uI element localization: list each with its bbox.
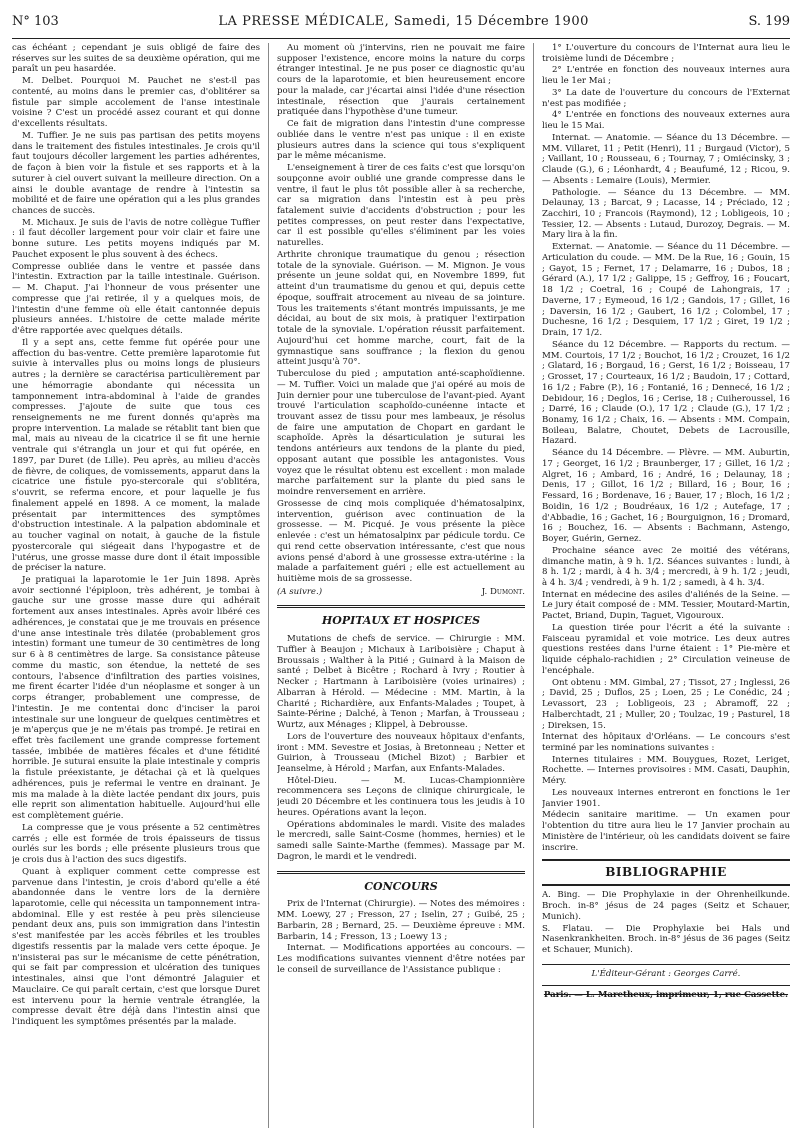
paragraph: Prochaine séance avec 2e moitié des vétérans, dimanche matin, à 9 h. 1/2. Séances suivantes : lundi, à 8 h. 1/2 ; mardi, à 4 h. 3/4 ; mercredi, à 9 h. 1/2 ; jeudi, à 4 h. 3/4 ; vendredi, à 9 h. 1/2 ; samedi, à 4 h. 3/4. (541, 545, 790, 588)
paragraph: Internat en médecine des asiles d'aliénés de la Seine. — Le jury était composé de : MM. Tessier, Moutard-Martin, Pactet, Briand, Dupin, Taguet, Vigouroux. (541, 589, 790, 622)
editor-text: L'Éditeur-Gérant : Georges Carré. (591, 968, 741, 979)
paragraph: Ce fait de migration dans l'intestin d'une compresse oubliée dans le ventre n'est pas unique : il en existe plusieurs autres dans la science qui tous s'expliquent par le même mécanisme. (276, 119, 525, 162)
paragraph: Quant à expliquer comment cette compresse est parvenue dans l'intestin, je crois d'abord qu'elle a été abandonnée dans le ventre lors de la dernière laparotomie, celle qui nécessita un tamponnement intra-abdominal. Elle y est restée à peu près silencieuse pendant deux ans, puis son immigration dans l'intestin s'est manifestée par les accès fébriles et les troubles digestifs ressentis par la malade vers cette époque. Je n'insisterai pas sur le mécanisme de cette pénétration, qui se fait par compression et ulcération des tuniques intestinales, ainsi que l'ont démontré Jalaguier et Mauclaire. Ce qui paraît certain, c'est que lorsque Duret est intervenu pour la hernie ventrale étranglée, la compresse devait être déjà dans l'intestin ainsi que l'indiquent les symptômes présentés par la malade. (12, 866, 261, 1028)
paragraph: Il y a sept ans, cette femme fut opérée pour une affection du bas-ventre. Cette première laparotomie fut suivie à intervalles plus ou moins longs de plusieurs autres ; la dernière se caractérisa particulièrement par une hémorragie abondante qui nécessita un tamponnement intra-abdominal à l'aide de grandes compresses. J'ajoute de suite que tous ces renseignements ne me furent donnés qu'après ma propre intervention. La malade se rétablit tant bien que mal, mais au niveau de la cicatrice il se fit une hernie ventrale qui s'étrangla un jour et qui fut opérée, en 1897, par Duret (de Lille). Peu après, au milieu d'accès de fièvre, de coliques, de vomissements, apparut dans la cicatrice une fistule pyo-stercorale qui s'oblitéra, s'ouvrit, se referma encore, et pour laquelle je fus finalement appelé en 1898. A ce moment, la malade présentait par intermittences des symptômes d'obstruction intestinale. A la palpation abdominale et au toucher vaginal on notait, à gauche de la fistule pyostercorale qui siégeait dans l'hypogastre et de l'utérus, une grosse masse dure dont il était impossible de préciser la nature. (12, 337, 261, 574)
header-rule (12, 38, 790, 39)
paragraph: Internat des hôpitaux d'Orléans. — Le concours s'est terminé par les nominations suivantes : (541, 732, 790, 753)
paragraph: A. Bing. — Die Prophylaxie in der Ohrenheilkunde. Broch. in-8° jésus de 24 pages (Seitz et Schauer, Munich). (541, 890, 790, 922)
column-1 (12, 43, 260, 1128)
masthead (218, 14, 588, 29)
paragraph: La compresse que je vous présente a 52 centimètres carrés ; elle est formée de trois épaisseurs de tissus ourlés sur les bords ; elle présente plusieurs trous que je crois dus à l'action des sucs digestifs. (12, 822, 261, 866)
paragraph: Arthrite chronique traumatique du genou ; résection totale de la synoviale. Guérison. — M. Mignon. Je vous présente un jeune soldat qui, en Novembre 1899, fut atteint d'un traumatisme du genou et qui, depuis cette époque, souffrait atrocement au niveau de sa jointure. Tous les traitements s'étant montrés impuissants, je me décidai, au bout de six mois, à pratiquer l'extirpation totale de la synoviale. L'opération réussit parfaitement. Aujourd'hui cet homme marche, court, fait de la gymnastique sans souffrance ; la flexion du genou atteint jusqu'à 70°. (276, 249, 525, 368)
hopitaux-section (277, 634, 525, 862)
concours-continued (542, 43, 790, 853)
paragraph: S. Flatau. — Die Prophylaxie bei Hals und Nasenkrankheiten. Broch. in-8° jésus de 36 pages (Seitz et Schauer, Munich). (541, 923, 790, 956)
page-number: S. 199 (748, 14, 790, 29)
paragraph: Externat. — Anatomie. — Séance du 11 Décembre. — Articulation du coude. — MM. De la Rue, 16 ; Gouin, 15 ; Gayot, 15 ; Fernet, 17 ; Delamarre, 16 ; Dubos, 18 ; Gérard (A.), 17 1/2 ; Galippe, 15 ; Geffroy, 16 ; Foucart, 18 1/2 ; Coetral, 16 ; Coupé de Lahongrais, 17 ; Daverne, 17 ; Eymeoud, 16 1/2 ; Gandois, 17 ; Gillet, 16 ; Daversin, 16 1/2 ; Gaubert, 16 1/2 ; Colombel, 17 ; Duchesne, 16 1/2 ; Desquiem, 17 1/2 ; Giret, 19 1/2 ; Drain, 17 1/2. (541, 242, 790, 339)
column-2 (277, 43, 525, 1128)
paragraph: Séance du 12 Décembre. — Rapports du rectum. — MM. Courtois, 17 1/2 ; Bouchot, 16 1/2 ; Crouzet, 16 1/2 ; Glatard, 16 ; Borgaud, 16 ; Gerst, 16 1/2 ; Boisseau, 17 ; Grosset, 17 ; Courteaux, 16 1/2 ; Baudoin, 17 ; Cottard, 16 1/2 ; Fabre (P.), 16 ; Fontanié, 16 ; Dennecé, 16 1/2 ; Debidour, 16 ; Deglos, 16 ; Cerise, 18 ; Cuiheroussel, 16 ; Darré, 16 ; Claude (O.), 17 1/2 ; Claude (G.), 17 1/2 ; Bonamy, 16 1/2 ; Chaix, 16. — Absents : MM. Compain, Boileau, Balatre, Choutet, Debets de Lacrousille, Hazard. (541, 339, 790, 447)
section-heading-bibliographie: BIBLIOGRAPHIE (542, 859, 790, 886)
article-signature (277, 587, 525, 598)
issue-date: Samedi, 15 Décembre 1900 (393, 14, 589, 29)
paragraph: 4° L'entrée en fonctions des nouveaux externes aura lieu le 15 Mai. (541, 110, 790, 132)
paragraph: Médecin sanitaire maritime. — Un examen pour l'obtention du titre aura lieu le 17 Janvier prochain au Ministère de l'intérieur, où les candidats doivent se faire inscrire. (541, 810, 790, 853)
column-divider (533, 43, 534, 1128)
columns (12, 43, 790, 1128)
paragraph: Mutations de chefs de service. — Chirurgie : MM. Tuffier à Beaujon ; Michaux à Lariboisière ; Chaput à Broussais ; Walther à la Pitié ; Guinard à la Maison de santé ; Delbet à Bicêtre ; Rochard à Ivry ; Routier à Necker ; Hartmann à Lariboisière (voies urinaires) ; Albarran à Hérold. — Médecine : MM. Martin, à la Charité ; Richardière, aux Enfants-Malades ; Toupet, à Sainte-Périne ; Dalché, à Tenon ; Marfan, à Trousseau ; Wurtz, aux Ménages ; Klippel, à Debrousse. (276, 634, 525, 731)
paragraph: Séance du 14 Décembre. — Plèvre. — MM. Auburtin, 17 ; Georget, 16 1/2 ; Braunberger, 17 ; Gillet, 16 1/2 ; Algret, 16 ; Ambard, 16 ; André, 16 ; Delaunay, 18 ; Denis, 17 ; Gillot, 16 1/2 ; Billard, 16 ; Bour, 16 ; Fessard, 16 ; Bordenave, 16 ; Bauer, 17 ; Bloch, 16 1/2 ; Boidin, 16 1/2 ; Boudréaux, 16 1/2 ; Autefage, 17 ; d'Abbadie, 16 ; Gachet, 16 ; Bourguignon, 16 ; Dromard, 16 ; Bouchez, 16. — Absents : Bachmann, Astengo, Boyer, Guérin, Gernez. (541, 448, 790, 545)
journal-name: LA PRESSE MÉDICALE, (218, 14, 390, 29)
section-heading-hopitaux: HOPITAUX ET HOSPICES (277, 605, 525, 628)
printer-line: Paris. — L. Maretheux, imprimeur, 1, rue Cassette. (542, 985, 790, 1001)
column-divider (268, 43, 269, 1128)
paragraph: Ont obtenu : MM. Gimbal, 27 ; Tissot, 27 ; Inglessi, 26 ; David, 25 ; Duflos, 25 ; Loen, 25 ; Le Conédic, 24 ; Levassort, 23 ; Lobligeois, 23 ; Abramoff, 22 ; Halberchtadt, 21 ; Muller, 20 ; Toulzac, 19 ; Pasturel, 18 ; Direksen, 15. (541, 677, 790, 731)
paragraph: 1° L'ouverture du concours de l'Internat aura lieu le troisième lundi de Décembre ; (541, 43, 790, 64)
paragraph: cas échéant ; cependant je suis obligé de faire des réserves sur les suites de sa deuxième opération, qui me paraît un peu hasardée. (12, 43, 261, 75)
paragraph: Au moment où j'intervins, rien ne pouvait me faire supposer l'existence, encore moins la nature du corps étranger intestinal. Je ne pus poser ce diagnostic qu'au cours de la laparotomie, et bien heureusement encore pour la malade, car j'écartai ainsi l'idée d'une résection intestinale, résection que j'aurais certainement pratiquée dans l'hypothèse d'une tumeur. (276, 43, 525, 118)
page-header (12, 14, 790, 36)
society-report-continued (277, 43, 525, 585)
concours-section (277, 899, 525, 975)
paragraph: Hôtel-Dieu. — M. Lucas-Championnière recommencera ses Leçons de clinique chirurgicale, le jeudi 20 Décembre et les continuera tous les jeudis à 10 heures. Opérations avant la leçon. (276, 775, 525, 818)
paragraph: Lors de l'ouverture des nouveaux hôpitaux d'enfants, iront : MM. Sevestre et Josias, à Bretonneau ; Netter et Guirion, à Trousseau (Michel Bizot) ; Barbier et Jeanselme, à Hérold ; Marfan, aux Enfants-Malades. (276, 731, 525, 775)
paragraph: L'enseignement à tirer de ces faits c'est que lorsqu'on soupçonne avoir oublié une grande compresse dans le ventre, il faut le plus tôt possible aller à sa recherche, car sa migration dans l'intestin est à peu près fatalement suivie d'accidents d'obstruction ; pour les petites compresses, on peut rester dans l'expectative, car il est possible qu'elles s'éliminent par les voies naturelles. (276, 163, 525, 249)
column-3 (542, 43, 790, 1128)
paragraph: Internat. — Modifications apportées au concours. — Les modifications suivantes viennent d'être notées par le conseil de surveillance de l'Assistance publique : (276, 943, 525, 975)
paragraph: 3° La date de l'ouverture du concours de l'Externat n'est pas modifiée ; (541, 87, 790, 109)
paragraph: Opérations abdominales le mardi. Visite des malades le mercredi, salle Saint-Cosme (hommes, hernies) et le samedi salle Sainte-Marthe (femmes). Massage par M. Dagron, le mardi et le vendredi. (276, 819, 525, 862)
paragraph: Pathologie. — Séance du 13 Décembre. — MM. Delaunay, 13 ; Barcat, 9 ; Lacasse, 14 ; Préciado, 12 ; Zacchiri, 10 ; Francois (Raymond), 12 ; Lobligeois, 10 ; Tessier, 12. — Absents : Lutaud, Durozoy, Degrais. — M. Mary lira à la fin. (541, 187, 790, 241)
paragraph: Les nouveaux internes entreront en fonctions le 1er Janvier 1901. (541, 787, 790, 809)
author-name: J. Dumont. (481, 586, 525, 597)
paragraph: Internes titulaires : MM. Bouygues, Rozet, Leriget, Rochette. — Internes provisoires : MM. Casati, Dauphin, Méry. (541, 754, 790, 787)
paragraph: Je pratiquai la laparotomie le 1er Juin 1898. Après avoir sectionné l'épiploon, très adhérent, je tombai à gauche sur une grosse masse dure qui adhérait fortement aux anses intestinales. Après avoir libéré ces adhérences, je constatai que je me trouvais en présence d'une anse intestinale très dilatée (probablement gros intestin) formant une tumeur de 30 centimètres de long sur 6 à 8 centimètres de large. Sa consistance pâteuse comme du mastic, son étendue, la netteté de ses contours, l'absence d'infiltration des parties voisines, me firent écarter l'idée d'un néoplasme et songer à un corps étranger, probablement une compresse, de l'intestin. Je me contentai donc d'inciser la paroi intestinale sur une longueur de quelques centimètres et je m'aperçus que je ne m'étais pas trompé. Je retirai en effet très facilement une grande compresse fortement tassée, imbibée de matières fécales et d'une fétidité horrible. Je suturai ensuite la plaie intestinale y compris la fistule préexistante, je détachai çà et là quelques adhérences, puis je refermai le ventre en drainant. Je mis ma malade à la diète lactée pendant dix jours, puis elle reprit son alimentation habituelle. Aujourd'hui elle est complètement guérie. (12, 574, 261, 822)
paragraph: La question tirée pour l'écrit a été la suivante : Faisceau pyramidal et voie motrice. Les deux autres questions restées dans l'urne étaient : 1° Pie-mère et liquide céphalo-rachidien ; 2° Circulation veineuse de l'encéphale. (541, 622, 790, 676)
paragraph: M. Delbet. Pourquoi M. Pauchet ne s'est-il pas contenté, au moins dans le premier cas, d'oblitérer sa fistule par simple accolement de l'anse intestinale voisine ? C'est un procédé assez courant et qui donne d'excellents résultats. (12, 76, 261, 130)
issue-number: N° 103 (12, 14, 59, 29)
paragraph: Prix de l'Internat (Chirurgie). — Notes des mémoires : MM. Loewy, 27 ; Fresson, 27 ; Iselin, 27 ; Guibé, 25 ; Barbarin, 28 ; Bernard, 25. — Deuxième épreuve : MM. Barbarin, 14 ; Fresson, 13 ; Loewy 13 ; (276, 899, 525, 942)
paragraph: M. Tuffier. Je ne suis pas partisan des petits moyens dans le traitement des fistules intestinales. Je crois qu'il faut toujours décoller largement les parties adhérentes, de façon à bien voir la fistule et ses rapports et à la suturer à ciel ouvert suivant la meilleure direction. On a ainsi le double avantage de rendre à l'intestin sa mobilité et de faire une opération qui a les plus grandes chances de succès. (12, 130, 261, 217)
to-be-continued: (A suivre.) (276, 586, 323, 597)
paragraph: Internat. — Anatomie. — Séance du 13 Décembre. — MM. Villaret, 11 ; Petit (Henri), 11 ; Burgaud (Victor), 5 ; Vaillant, 10 ; Rousseau, 6 ; Tournay, 7 ; Omiécinsky, 3 ; Claude (G.), 6 ; Léonhardt, 4 ; Beaufumé, 12 ; Ricou, 9. — Absents : Lemaire (Louis), Mermier. (541, 132, 790, 186)
paragraph: 2° L'entrée en fonction des nouveaux internes aura lieu le 1er Mai ; (541, 65, 790, 87)
paragraph: M. Michaux. Je suis de l'avis de notre collègue Tuffier : il faut décoller largement pour voir clair et faire une bonne suture. Les petits moyens indiqués par M. Pauchet exposent le plus souvent à des échecs. (12, 217, 261, 260)
paragraph: Compresse oubliée dans le ventre et passée dans l'intestin. Extraction par la taille intestinale. Guérison. — M. Chaput. J'ai l'honneur de vous présenter une compresse que j'ai retirée, il y a quelques mois, de l'intestin d'une femme où elle était cantonnée depuis plusieurs années. L'histoire de cette malade mérite d'être rapportée avec quelques détails. (12, 261, 261, 337)
editor-line (542, 964, 790, 980)
section-heading-concours: CONCOURS (277, 871, 525, 894)
paragraph: Grossesse de cinq mois compliquée d'hématosalpinx, intervention, guérison avec continuation de la grossesse. — M. Picqué. Je vous présente la pièce enlevée : c'est un hématosalpinx par pédicule tordu. Ce qui rend cette observation intéressante, c'est que nous avions pensé d'abord à une grossesse extra-utérine : la malade a parfaitement guéri ; elle est actuellement au huitième mois de sa grossesse. (276, 498, 525, 584)
bibliography-list (542, 890, 790, 955)
paragraph: Tuberculose du pied ; amputation anté-scaphoïdienne. — M. Tuffier. Voici un malade que j'ai opéré au mois de Juin dernier pour une tuberculose de l'avant-pied. Ayant trouvé l'articulation scaphoïdo-cunéenne intacte et trouvant assez de tissu pour mes lambeaux, je résolus de faire une amputation de Chopart en gardant le scaphoïde. Après la désarticulation je suturai les tendons antérieurs aux tendons de la plante du pied, opposant autant que possible les antagonistes. Vous voyez que le résultat obtenu est excellent : mon malade marche parfaitement sur la plante du pied sans le moindre renversement en arrière. (276, 369, 525, 498)
